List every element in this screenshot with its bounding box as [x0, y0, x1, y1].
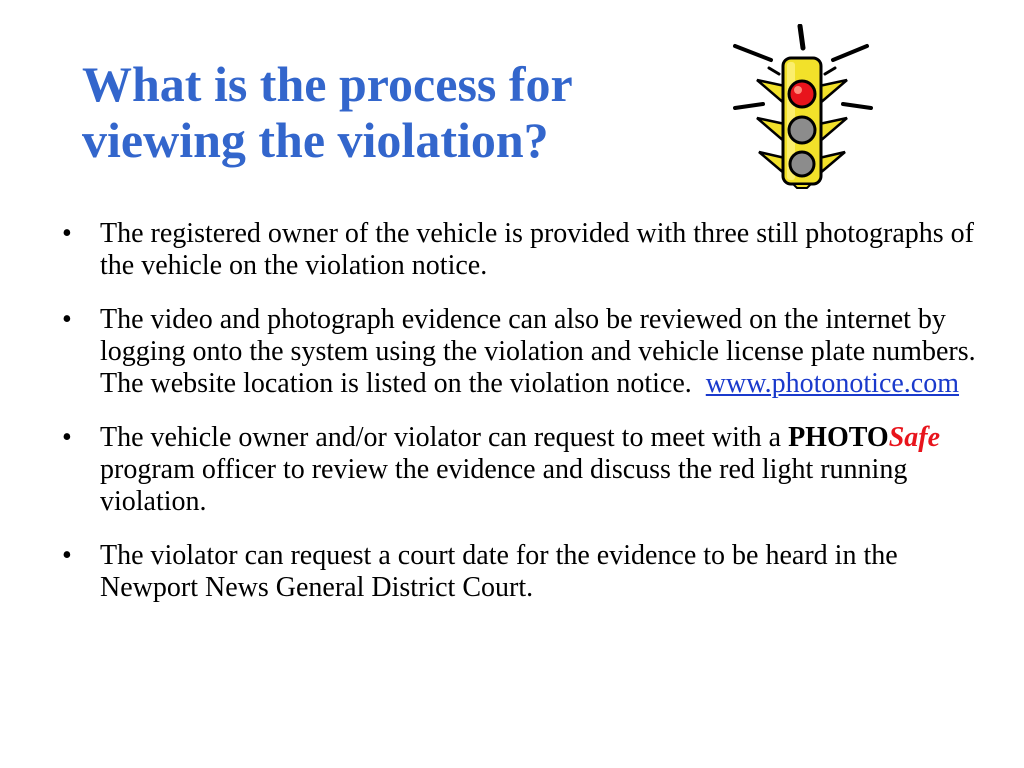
bullet-marker: • [62, 540, 72, 571]
bullet-text: The vehicle owner and/or violator can request to meet with a [100, 422, 782, 453]
bullet-list [62, 218, 982, 626]
traffic-light-icon [727, 24, 877, 190]
bullet-item [62, 422, 982, 518]
title-line-1: What is the process for [82, 56, 573, 112]
bullet-text: The video and photograph evidence can also be reviewed on the internet by logging onto the system using the violation and vehicle license plate numbers. The website location is listed on the violation notice. [100, 304, 976, 399]
bullet-item [62, 218, 982, 282]
bullet-text: The violator can request a court date for the evidence to be heard in the Newport News General District Court. [100, 540, 898, 603]
brand-photo: PHOTO [788, 422, 889, 453]
bullet-marker: • [62, 218, 72, 249]
bullet-item [62, 540, 982, 604]
bullet-marker: • [62, 304, 72, 335]
title-line-2: viewing the violation? [82, 112, 549, 168]
website-link[interactable]: www.photonotice.com [705, 368, 960, 399]
bullet-item [62, 304, 982, 400]
slide-title [82, 56, 702, 168]
bullet-text: The registered owner of the vehicle is provided with three still photographs of the vehicle on the violation notice. [100, 218, 974, 281]
bullet-marker: • [62, 422, 72, 453]
brand-safe: Safe [888, 422, 941, 453]
bullet-text-continued: program officer to review the evidence and discuss the red light running violation. [100, 454, 908, 517]
